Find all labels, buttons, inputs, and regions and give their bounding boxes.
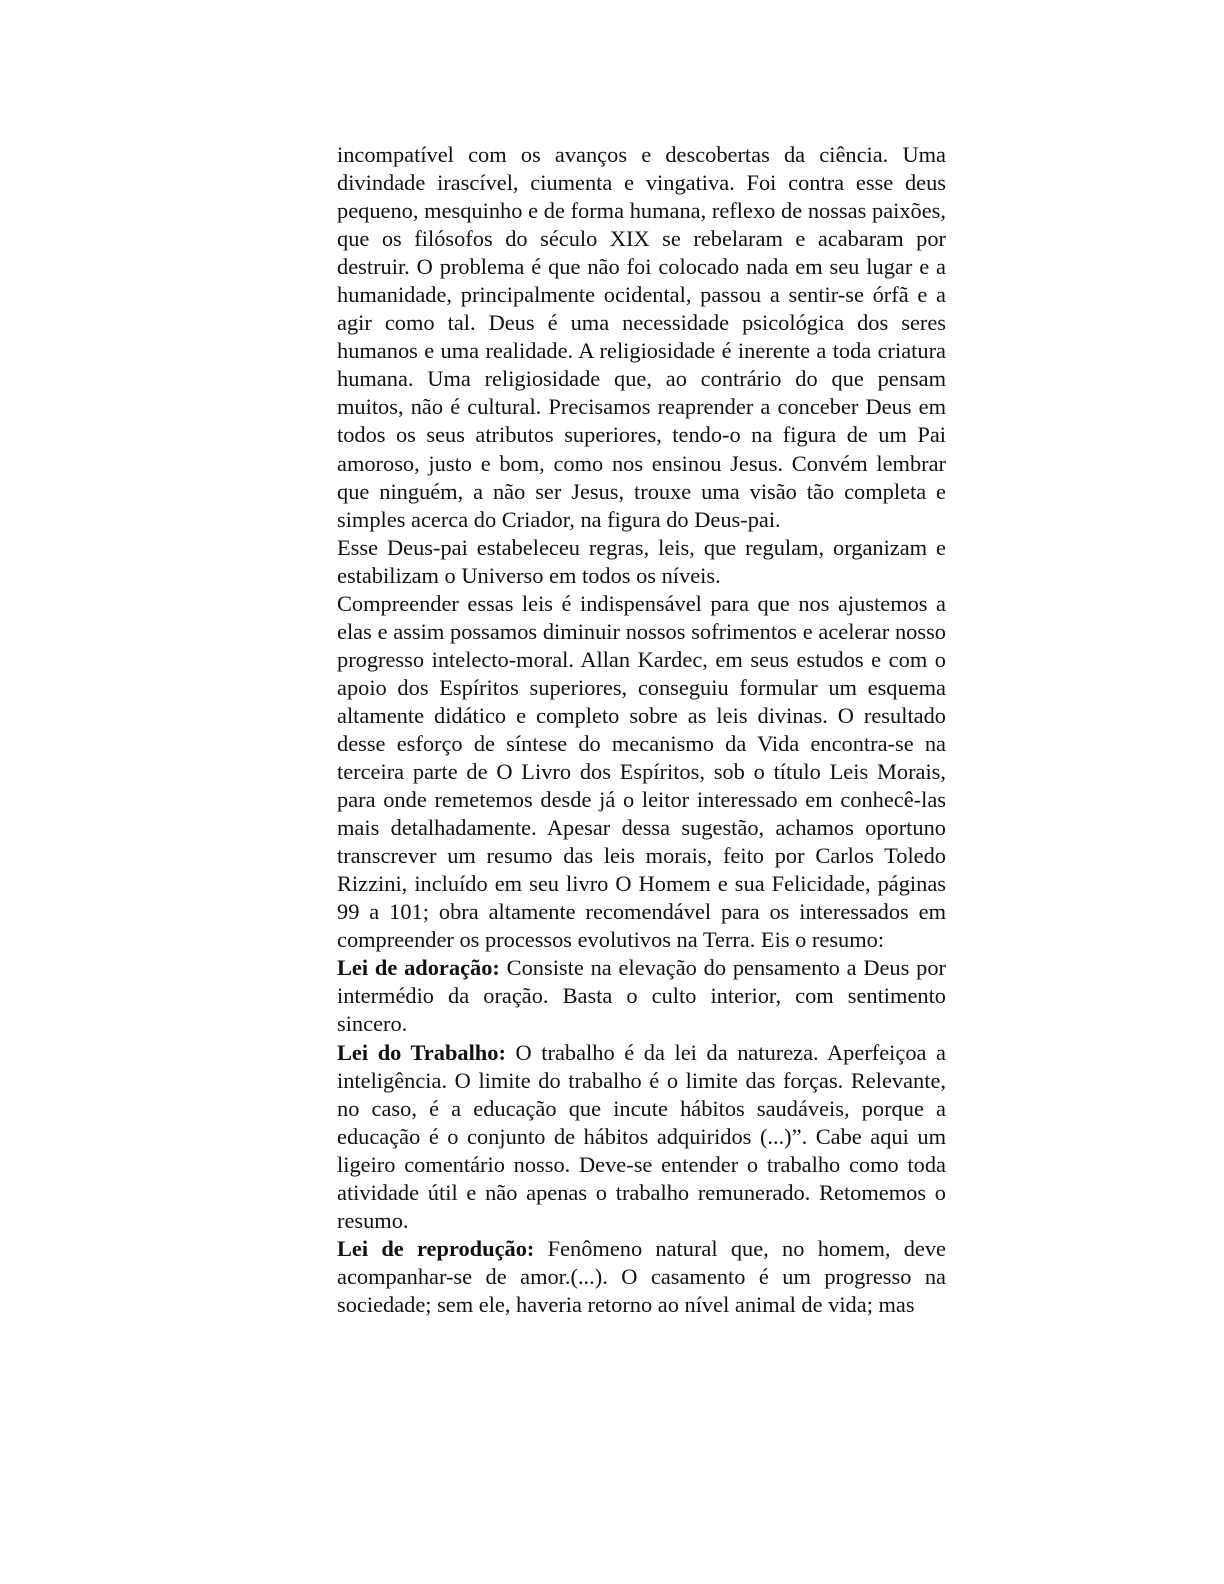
paragraph-text: Esse Deus-pai estabeleceu regras, leis, que regulam, organizam e estabilizam o Universo em todos os níveis. xyxy=(337,534,946,588)
paragraph-heading: Lei de adoração: xyxy=(337,955,500,981)
paragraph-heading: Lei de reprodução: xyxy=(337,1235,535,1261)
paragraph-deus-pai xyxy=(337,534,946,590)
paragraph-lei-reproducao xyxy=(337,1235,946,1319)
paragraph-text: incompatível com os avanços e descobertas da ciência. Uma divindade irascível, ciumenta e vingativa. Foi contra esse deus pequeno, mesquinho e de forma humana, reflexo de nossas paixões, que os filósofos do século XIX se rebelaram e acabaram por destruir. O problema é que não foi colocado nada em seu lugar e a humanidade, principalmente ocidental, passou a sentir-se órfã e a agir como tal. Deus é uma necessidade psicológica dos seres humanos e uma realidade. A religiosidade é inerente a toda criatura humana. Uma religiosidade que, ao contrário do que pensam muitos, não é cultural. Precisamos reaprender a conceber Deus em todos os seus atributos superiores, tendo-o na figura de um Pai amoroso, justo e bom, como nos ensinou Jesus. Convém lembrar que ninguém, a não ser Jesus, trouxe uma visão tão completa e simples acerca do Criador, na figura do Deus-pai. xyxy=(337,142,946,532)
paragraph-text: O trabalho é da lei da natureza. Aperfeiçoa a inteligência. O limite do trabalho é o limite das forças. Relevante, no caso, é a educação que incute hábitos saudáveis, porque a educação é o conjunto de hábitos adquiridos (...)”. Cabe aqui um ligeiro comentário nosso. Deve-se entender o trabalho como toda atividade útil e não apenas o trabalho remunerado. Retomemos o resumo. xyxy=(337,1039,946,1233)
document-page xyxy=(337,141,946,1319)
paragraph-intro xyxy=(337,141,946,534)
paragraph-heading: Lei do Trabalho: xyxy=(337,1039,506,1065)
paragraph-leis xyxy=(337,590,946,955)
paragraph-text: Compreender essas leis é indispensável para que nos ajustemos a elas e assim possamos diminuir nossos sofrimentos e acelerar nosso progresso intelecto-moral. Allan Kardec, em seus estudos e com o apoio dos Espíritos superiores, conseguiu formular um esquema altamente didático e completo sobre as leis divinas. O resultado desse esforço de síntese do mecanismo da Vida encontra-se na terceira parte de O Livro dos Espíritos, sob o título Leis Morais, para onde remetemos desde já o leitor interessado em conhecê-las mais detalhadamente. Apesar dessa sugestão, achamos oportuno transcrever um resumo das leis morais, feito por Carlos Toledo Rizzini, incluído em seu livro O Homem e sua Felicidade, páginas 99 a 101; obra altamente recomendável para os interessados em compreender os processos evolutivos na Terra. Eis o resumo: xyxy=(337,590,946,953)
paragraph-text: Fenômeno natural que, no homem, deve acompanhar-se de amor.(...). O casamento é um progresso na sociedade; sem ele, haveria retorno ao nível animal de vida; mas xyxy=(337,1235,946,1317)
paragraph-lei-trabalho xyxy=(337,1039,946,1235)
paragraph-text: Consiste na elevação do pensamento a Deus por intermédio da oração. Basta o culto interior, com sentimento sincero. xyxy=(337,955,946,1037)
paragraph-lei-adoracao xyxy=(337,954,946,1038)
